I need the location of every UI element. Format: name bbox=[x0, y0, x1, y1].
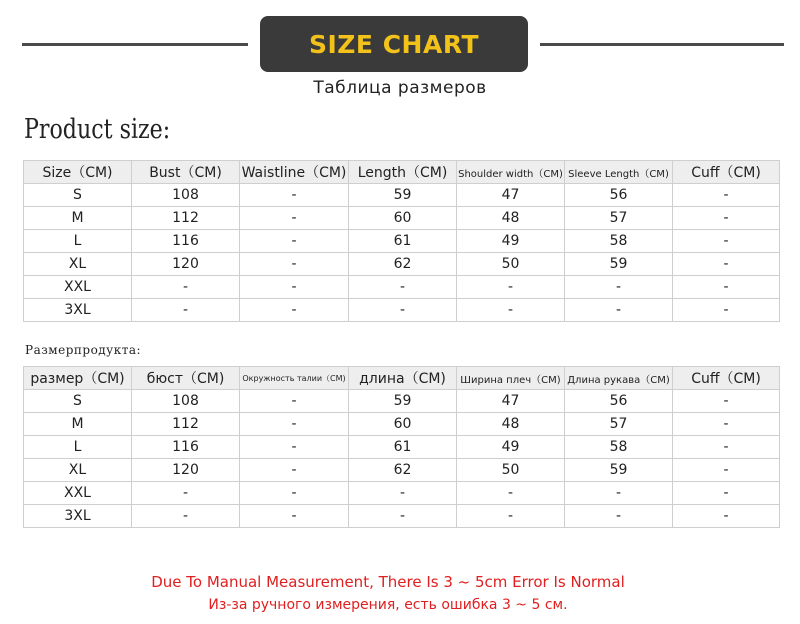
table-cell: 108 bbox=[132, 184, 240, 207]
table-cell: - bbox=[240, 299, 349, 322]
table-row bbox=[24, 505, 780, 528]
table-cell: 108 bbox=[132, 390, 240, 413]
size-label-cell: XXL bbox=[24, 276, 132, 299]
size-label-cell: L bbox=[24, 230, 132, 253]
table-cell: - bbox=[349, 505, 457, 528]
table-cell: - bbox=[565, 482, 673, 505]
table-cell: 61 bbox=[349, 230, 457, 253]
table-cell: 58 bbox=[565, 230, 673, 253]
table-cell: - bbox=[673, 390, 780, 413]
header-divider-right bbox=[540, 43, 784, 46]
table-cell: - bbox=[565, 505, 673, 528]
table-cell: 61 bbox=[349, 436, 457, 459]
size-label-cell: L bbox=[24, 436, 132, 459]
table-row bbox=[24, 459, 780, 482]
table-cell: - bbox=[132, 299, 240, 322]
table-header-row bbox=[24, 161, 780, 184]
table-cell: 56 bbox=[565, 184, 673, 207]
table-cell: 62 bbox=[349, 253, 457, 276]
table-row bbox=[24, 253, 780, 276]
table-cell: - bbox=[240, 390, 349, 413]
table-cell: 57 bbox=[565, 207, 673, 230]
table-cell: 59 bbox=[565, 253, 673, 276]
table-cell: - bbox=[240, 276, 349, 299]
table-cell: 112 bbox=[132, 413, 240, 436]
table-cell: 60 bbox=[349, 207, 457, 230]
column-header: Waistline（CM) bbox=[240, 161, 349, 184]
column-header: Ширина плеч（CM) bbox=[457, 367, 565, 390]
table-cell: - bbox=[240, 459, 349, 482]
measurement-note-ru: Из-за ручного измерения, есть ошибка 3 ~ 5 см. bbox=[208, 597, 568, 613]
column-header: Bust（CM) bbox=[132, 161, 240, 184]
table-cell: - bbox=[240, 482, 349, 505]
table-cell: - bbox=[457, 299, 565, 322]
column-header: Length（CM) bbox=[349, 161, 457, 184]
table-cell: - bbox=[240, 413, 349, 436]
table-cell: - bbox=[565, 299, 673, 322]
table-cell: - bbox=[673, 505, 780, 528]
table-cell: 120 bbox=[132, 253, 240, 276]
size-label-cell: XL bbox=[24, 459, 132, 482]
header-divider-left bbox=[22, 43, 248, 46]
table-cell: 59 bbox=[565, 459, 673, 482]
table-cell: - bbox=[349, 276, 457, 299]
table-cell: 48 bbox=[457, 207, 565, 230]
table-cell: 59 bbox=[349, 390, 457, 413]
table-cell: 112 bbox=[132, 207, 240, 230]
size-chart-badge bbox=[260, 16, 528, 72]
size-label-cell: M bbox=[24, 207, 132, 230]
table-cell: - bbox=[565, 276, 673, 299]
table-cell: 59 bbox=[349, 184, 457, 207]
table-cell: 49 bbox=[457, 230, 565, 253]
column-header: Длина рукава（CM) bbox=[565, 367, 673, 390]
table-cell: 50 bbox=[457, 459, 565, 482]
table-cell: - bbox=[240, 436, 349, 459]
table-cell: 56 bbox=[565, 390, 673, 413]
table-cell: 48 bbox=[457, 413, 565, 436]
table-cell: - bbox=[673, 436, 780, 459]
size-label-cell: 3XL bbox=[24, 505, 132, 528]
column-header: Cuff（CM) bbox=[673, 367, 780, 390]
column-header: Sleeve Length（CM) bbox=[565, 161, 673, 184]
table-row bbox=[24, 482, 780, 505]
table-cell: 60 bbox=[349, 413, 457, 436]
table-cell: 57 bbox=[565, 413, 673, 436]
table-cell: 58 bbox=[565, 436, 673, 459]
table-row bbox=[24, 299, 780, 322]
table-cell: - bbox=[673, 253, 780, 276]
table-cell: - bbox=[132, 505, 240, 528]
table-cell: - bbox=[457, 505, 565, 528]
column-header: Shoulder width（CM) bbox=[457, 161, 565, 184]
size-label-cell: M bbox=[24, 413, 132, 436]
table-row bbox=[24, 207, 780, 230]
table-cell: - bbox=[240, 207, 349, 230]
table-cell: - bbox=[240, 230, 349, 253]
table-cell: - bbox=[132, 276, 240, 299]
column-header: Окружность талии（CM) bbox=[240, 367, 349, 390]
table-cell: - bbox=[349, 299, 457, 322]
table-cell: - bbox=[457, 276, 565, 299]
table-cell: 50 bbox=[457, 253, 565, 276]
size-label-cell: S bbox=[24, 390, 132, 413]
table-cell: - bbox=[240, 184, 349, 207]
size-label-cell: 3XL bbox=[24, 299, 132, 322]
table-cell: 116 bbox=[132, 230, 240, 253]
page-title: SIZE CHART bbox=[308, 29, 479, 59]
table-cell: - bbox=[673, 276, 780, 299]
size-table-en bbox=[23, 160, 780, 322]
table-row bbox=[24, 184, 780, 207]
table-row bbox=[24, 276, 780, 299]
table-cell: - bbox=[457, 482, 565, 505]
table-cell: - bbox=[673, 459, 780, 482]
page-subtitle: Таблица размеров bbox=[313, 78, 487, 98]
table-cell: - bbox=[673, 482, 780, 505]
table-row bbox=[24, 413, 780, 436]
table-cell: 47 bbox=[457, 390, 565, 413]
column-header: бюст（CM) bbox=[132, 367, 240, 390]
table-row bbox=[24, 390, 780, 413]
size-table-ru bbox=[23, 366, 780, 528]
size-label-cell: XL bbox=[24, 253, 132, 276]
column-header: длина（CM) bbox=[349, 367, 457, 390]
table-cell: - bbox=[132, 482, 240, 505]
table-row bbox=[24, 230, 780, 253]
table-header-row bbox=[24, 367, 780, 390]
size-label-cell: XXL bbox=[24, 482, 132, 505]
table-cell: - bbox=[673, 230, 780, 253]
product-size-title: Product size: bbox=[24, 114, 171, 145]
table-cell: - bbox=[240, 505, 349, 528]
product-size-title-ru: Размерпродукта: bbox=[25, 343, 142, 357]
table-cell: - bbox=[673, 299, 780, 322]
table-cell: 116 bbox=[132, 436, 240, 459]
table-cell: - bbox=[673, 413, 780, 436]
table-cell: 49 bbox=[457, 436, 565, 459]
column-header: Cuff（CM) bbox=[673, 161, 780, 184]
table-cell: 62 bbox=[349, 459, 457, 482]
table-cell: 120 bbox=[132, 459, 240, 482]
table-cell: 47 bbox=[457, 184, 565, 207]
measurement-note-en: Due To Manual Measurement, There Is 3 ~ 5cm Error Is Normal bbox=[151, 573, 625, 591]
table-cell: - bbox=[349, 482, 457, 505]
column-header: размер（CM) bbox=[24, 367, 132, 390]
table-cell: - bbox=[673, 207, 780, 230]
table-row bbox=[24, 436, 780, 459]
column-header: Size（CM) bbox=[24, 161, 132, 184]
table-cell: - bbox=[673, 184, 780, 207]
size-label-cell: S bbox=[24, 184, 132, 207]
table-cell: - bbox=[240, 253, 349, 276]
